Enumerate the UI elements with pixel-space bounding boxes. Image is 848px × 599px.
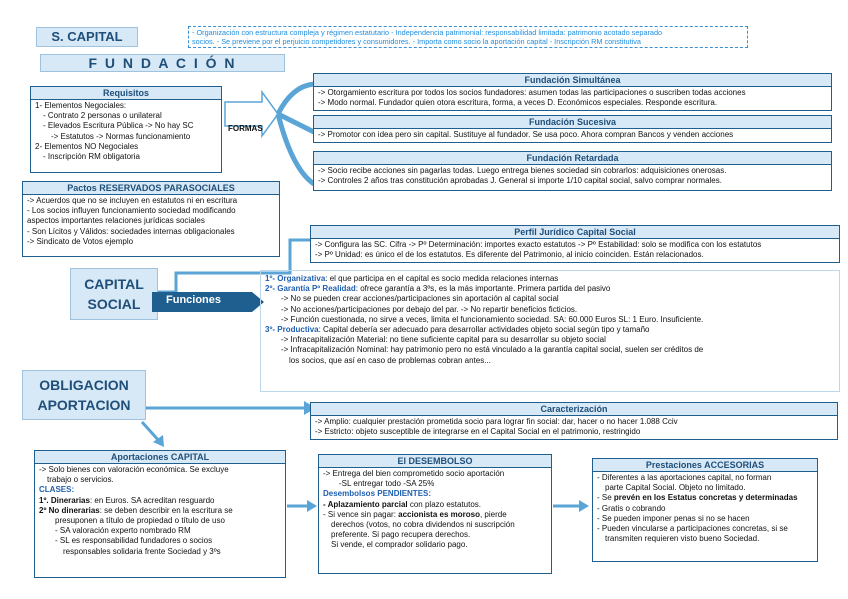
funcion-garantia-line: -> No acciones/participaciones por debajo del par. -> No repartir beneficios ficticios. (281, 304, 578, 314)
aportaciones-line: -> Solo bienes con valoración económica. Se excluye (39, 465, 229, 474)
prestaciones-line: - Gratis o cobrando (597, 503, 666, 513)
prestaciones-title: Prestaciones ACCESORIAS (593, 459, 817, 472)
perfil-line: -> Pº Unidad: es único el de los estatutos. Es diferente del Patrimonio, al inicio coinciden. Están relacionados. (315, 250, 704, 260)
pactos-line: -> Sindicato de Votos ejemplo (27, 236, 134, 246)
formas-label: FORMAS (228, 124, 263, 133)
fundacion-simultanea-line: -> Modo normal. Fundador quien otora escritura, forma, a veces D. Económicos especiales. Responde escritura. (318, 98, 718, 108)
aplazamiento-text: con plazo estatutos. (407, 499, 482, 509)
aportaciones-line: responsables solidaria frente Sociedad y 3ºs (63, 546, 221, 556)
desembolso-moroso (323, 510, 547, 520)
fundacion-title: F U N D A C I Ó N (40, 54, 285, 72)
funcion-garantia-text: : ofrece garantía a 3ºs, es la más importante. Primera partida del pasivo (355, 284, 611, 294)
fundacion-simultanea-box (313, 73, 832, 111)
fundacion-sucesiva-box (313, 115, 832, 143)
fundacion-retardada-line: -> Socio recibe acciones sin pagarlas todas. Luego entrega bienes sociedad sin cobrarlos: adquisiciones onerosas. (318, 166, 727, 175)
moroso-a: - Si vence sin pagar: (323, 509, 399, 519)
aportaciones-dinerarias (39, 496, 281, 506)
obligacion-caracterizacion-connector-icon (146, 400, 326, 420)
funcion-productiva-line: -> Infracapitalización Nominal: hay patrimonio pero no está vinculado a la garantía capital social, suelen ser créditos de (281, 345, 704, 355)
requisitos-line: -> Estatutos -> Normas funcionamiento (51, 131, 191, 141)
aportaciones-line: trabajo o servicios. (47, 475, 114, 485)
prestaciones-estatus (597, 493, 813, 503)
estatus-a: - Se (597, 493, 614, 503)
funciones-box (260, 270, 840, 392)
desembolso-box (318, 454, 552, 574)
prestaciones-line: - Pueden vincularse a participaciones concretas, si se (597, 524, 788, 534)
dinerarias-label: 1º. Dinerarias (39, 495, 90, 505)
desembolso-line: Si vende, el comprador solidario pago. (331, 540, 468, 550)
desembolso-aplazamiento (323, 500, 547, 510)
estatus-b: prevén en los Estatus concretas y determinadas (613, 493, 798, 503)
obligacion-line: APORTACION (37, 397, 131, 413)
aportaciones-no-dinerarias (39, 506, 281, 516)
requisitos-box (30, 86, 222, 173)
funcion-garantia-label: 2º- Garantía Pº Realidad (265, 284, 356, 294)
prestaciones-line: - Se pueden imponer penas si no se hacen (597, 513, 750, 523)
header-note (188, 26, 748, 48)
fundacion-simultanea-title: Fundación Simultánea (314, 74, 831, 87)
page-title: S. CAPITAL (36, 27, 138, 47)
capital-social-title (70, 268, 158, 320)
funciones-label: Funciones (166, 294, 222, 306)
obligacion-aportacion-title (22, 370, 146, 420)
fundacion-retardada-box (313, 151, 832, 191)
no-dinerarias-label: 2º No dinerarias (39, 505, 100, 515)
desembolso-line: derechos (votos, no cobra dividendos ni suscripción (331, 520, 515, 530)
requisitos-line: - Elevados Escritura Pública -> No hay SC (43, 121, 194, 131)
capital-social-line: SOCIAL (87, 296, 141, 312)
desembolso-line: preferente. Si pago recupera derechos. (331, 530, 471, 540)
desembolso-prestaciones-arrow-icon (553, 498, 593, 518)
funcion-productiva-line: los socios, que así en caso de problemas cobran antes... (289, 355, 491, 365)
fundacion-sucesiva-title: Fundación Sucesiva (314, 116, 831, 129)
fundacion-sucesiva-line: -> Promotor con idea pero sin capital. Sustituye al fundador. Se usa poco. Ahora compran Bancos y venden acciones (318, 130, 734, 139)
fundacion-retardada-title: Fundación Retardada (314, 152, 831, 165)
moroso-b: accionista es moroso (398, 509, 480, 519)
funcion-garantia-line: -> Función cuestionada, no sirve a veces, limita el funcionamiento sociedad. SA: 60.000 Euros SL: 1 Euro. Insuficiente. (281, 314, 704, 324)
funcion-garantia (265, 284, 835, 294)
header-note-line: - Organización con estructura compleja y régimen estatutario - Independencia patrimonial: responsabilidad limitada: patrimonio acotado separado (192, 28, 663, 37)
perfil-box (310, 225, 840, 263)
desembolso-title: El DESEMBOLSO (319, 455, 551, 468)
pactos-title: Pactos RESERVADOS PARASOCIALES (23, 182, 279, 195)
requisitos-title: Requisitos (31, 87, 221, 100)
pactos-line: -> Acuerdos que no se incluyen en estatutos ni en escritura (27, 196, 238, 205)
moroso-c: , pierde (479, 509, 507, 519)
aportaciones-box (34, 450, 286, 578)
requisitos-line: 1- Elementos Negociales: (35, 101, 127, 110)
requisitos-line: 2- Elementos NO Negociales (35, 141, 139, 151)
header-note-line: socios. - Se previene por el perjuicio competidores y consumidores. - Importa como socio la aportación capital - Inscripción RM constitutiva (192, 37, 641, 46)
aportaciones-title: Aportaciones CAPITAL (35, 451, 285, 464)
caracterizacion-title: Caracterización (311, 403, 837, 416)
prestaciones-box (592, 458, 818, 562)
down-arrow-icon (140, 420, 170, 450)
funcion-organizativa-label: 1º- Organizativa (265, 274, 326, 283)
fundacion-simultanea-line: -> Otorgamiento escritura por todos los socios fundadores: asumen todas las participaciones o suscriben todas acciones (318, 88, 746, 97)
aportaciones-desembolso-arrow-icon (287, 498, 319, 518)
caracterizacion-box (310, 402, 838, 440)
obligacion-line: OBLIGACION (39, 377, 129, 393)
aportaciones-line: - SL es responsabilidad fundadores o socios (55, 536, 213, 546)
requisitos-line: - Inscripción RM obligatoria (43, 152, 140, 162)
pactos-line: - Los socios influyen funcionamiento sociedad modificando (27, 206, 236, 216)
desembolso-pendientes: Desembolsos PENDIENTES: (323, 489, 432, 499)
aportaciones-clases: CLASES: (39, 485, 75, 495)
pactos-line: - Son Lícitos y Válidos: sociedades internas obligacionales (27, 226, 235, 236)
funcion-productiva-line: -> Infracapitalización Material: no tiene suficiente capital para su desarrollar su objeto social (281, 335, 606, 345)
aportaciones-line: presuponen a título de propiedad o título de uso (55, 516, 225, 526)
funcion-productiva-label: 3º- Productiva (265, 325, 319, 335)
funcion-productiva-text: : Capital debería ser adecuado para desarrollar actividades objeto social según tipo y tamaño (318, 325, 650, 335)
desembolso-line: -> Entrega del bien comprometido socio aportación (323, 469, 505, 478)
perfil-title: Perfil Jurídico Capital Social (311, 226, 839, 239)
funcion-garantia-line: -> No se pueden crear acciones/participaciones sin aportación al capital social (281, 294, 559, 304)
requisitos-line: - Contrato 2 personas o unilateral (43, 111, 162, 121)
dinerarias-text: : en Euros. SA acreditan resguardo (89, 495, 215, 505)
prestaciones-line: - Diferentes a las aportaciones capital, no forman (597, 473, 772, 482)
capital-social-line: CAPITAL (84, 276, 144, 292)
funcion-productiva (265, 325, 835, 335)
prestaciones-line: transmiten requieren visto bueno Sociedad. (605, 534, 760, 544)
aplazamiento-label: - Aplazamiento parcial (323, 499, 408, 509)
prestaciones-line: parte Capital Social. Objeto no limitado. (605, 483, 746, 493)
fundacion-retardada-line: -> Controles 2 años tras constitución aprobadas J. General si importe 1/10 capital social, salvo comprar normales. (318, 176, 722, 186)
no-dinerarias-text: : se deben describir en la escritura se (99, 505, 233, 515)
aportaciones-line: - SA valoración experto nombrado RM (55, 526, 191, 536)
caracterizacion-line: -> Amplio: cualquier prestación prometida socio para lograr fin social: dar, hacer o no hacer 1.088 Cciv (315, 417, 678, 426)
funcion-organizativa (265, 274, 835, 284)
funcion-organizativa-text: : el que participa en el capital es socio medida relaciones internas (325, 274, 559, 283)
pactos-line: aspectos importantes relaciones jurídicas sociales (27, 216, 205, 226)
caracterizacion-line: -> Estricto: objeto susceptible de integrarse en el Capital Social en el patrimonio, restringido (315, 427, 641, 437)
perfil-line: -> Configura las SC. Cifra -> Pº Determinación: importes exacto estatutos -> Pº Estabilidad: solo se modifica con los estatutos (315, 240, 762, 249)
desembolso-line: -SL entregar todo -SA 25% (339, 479, 435, 489)
